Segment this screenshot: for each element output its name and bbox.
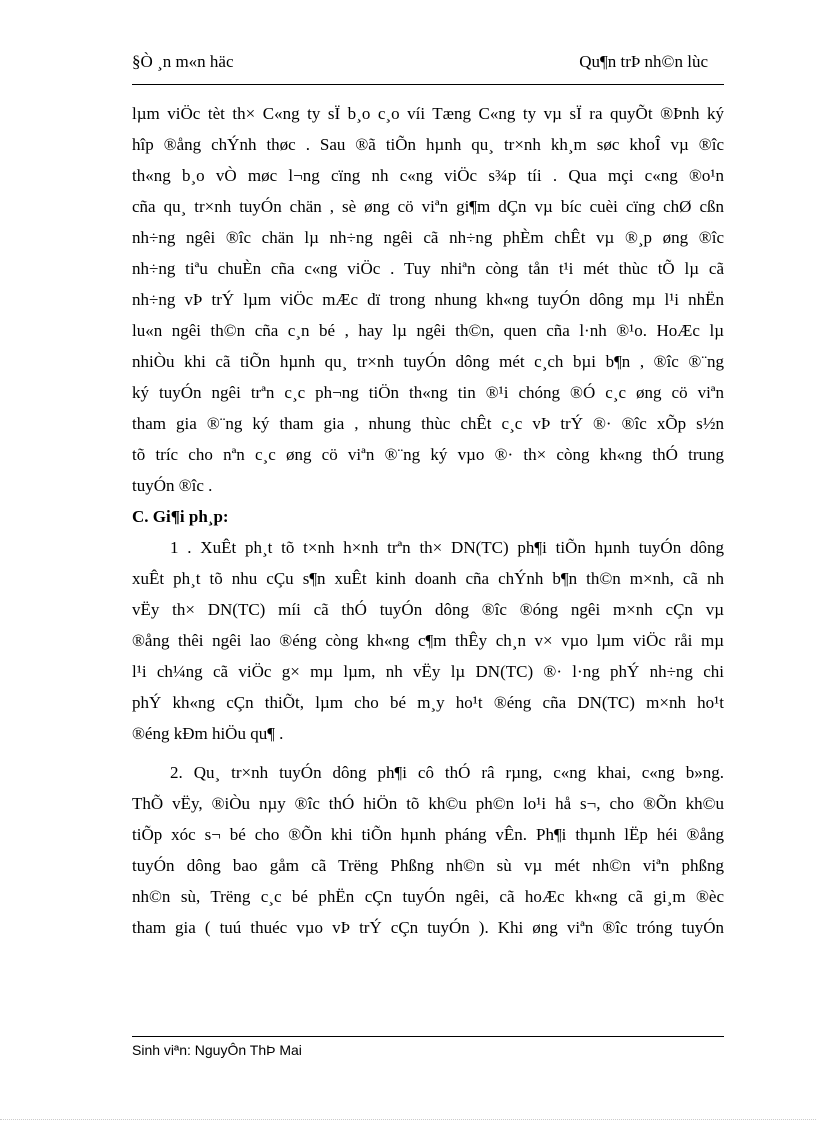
- text-line: 2. Qu¸ tr×nh tuyÓn dông ph¶i cô thÓ râ rµng, c«ng khai, c«ng b»ng.: [170, 763, 724, 782]
- paragraph-3: [132, 757, 724, 943]
- text-line: nh÷ng vÞ trÝ lµm viÖc mÆc dï trong nhung kh«ng tuyÓn dông mµ l¹i nhËn: [132, 290, 724, 309]
- footer-divider: [132, 1036, 724, 1037]
- text-line: hîp ®ång chÝnh thøc . Sau ®ã tiÕn hµnh qu¸ tr×nh kh¸m søc khoÎ vµ ®îc: [132, 135, 724, 154]
- text-line: tõ tríc cho nªn c¸c øng cö viªn ®¨ng ký vµo ®· th× còng kh«ng thÓ trung: [132, 445, 724, 464]
- text-line: 1 . XuÊt ph¸t tõ t×nh h×nh trªn th× DN(TC) ph¶i tiÕn hµnh tuyÓn dông: [170, 538, 724, 557]
- text-line: xuÊt ph¸t tõ nhu cÇu s¶n xuÊt kinh doanh cña chÝnh b¶n th©n m×nh, cã nh: [132, 569, 724, 588]
- page-bottom-edge: [0, 1119, 816, 1120]
- text-line: l¹i ch¼ng cã viÖc g× mµ lµm, nh vËy lµ DN(TC) ®· l·ng phÝ nh÷ng chi: [132, 662, 724, 681]
- text-line: nh÷ng tiªu chuÈn cña c«ng viÖc . Tuy nhiªn còng tån t¹i mét thùc tÕ lµ cã: [132, 259, 724, 278]
- text-line: nh÷ng ngêi ®îc chän lµ nh÷ng ngêi cã nh÷ng phÈm chÊt vµ ®¸p øng ®îc: [132, 228, 724, 247]
- text-line: ®éng kÐm hiÖu qu¶ .: [132, 724, 284, 743]
- text-line: ThÕ vËy, ®iÒu nµy ®îc thÓ hiÖn tõ kh©u ph©n lo¹i hå s¬, cho ®Õn kh©u: [132, 794, 724, 813]
- text-line: th«ng b¸o vÒ møc l¬ng cïng nh c«ng viÖc s¾p tíi . Qua mçi c«ng ®o¹n: [132, 166, 724, 185]
- footer-author: Sinh viªn: NguyÔn ThÞ Mai: [132, 1042, 302, 1058]
- document-body: [132, 98, 724, 943]
- text-line: tiÕp xóc s¬ bé cho ®Õn khi tiÕn hµnh pháng vÊn. Ph¶i thµnh lËp héi ®ång: [132, 825, 724, 844]
- text-line: phÝ kh«ng cÇn thiÕt, lµm cho bé m¸y ho¹t ®éng cña DN(TC) m×nh ho¹t: [132, 693, 724, 712]
- page-header: [132, 52, 724, 78]
- header-subject-title: Qu¶n trÞ nh©n lùc: [579, 52, 708, 71]
- text-line: tham gia ®¨ng ký tham gia , nhung thùc chÊt c¸c vÞ trÝ ®· ®îc xÕp s½n: [132, 414, 724, 433]
- paragraph-1: [132, 98, 724, 501]
- text-line: ®ång thêi ngêi lao ®éng còng kh«ng c¶m thÊy ch¸n v× vµo lµm viÖc råi mµ: [132, 631, 724, 650]
- section-heading-c: C. Gi¶i ph¸p:: [132, 507, 229, 526]
- text-line: nh©n sù, Trëng c¸c bé phËn cÇn tuyÓn ngêi, cã hoÆc kh«ng cã gi¸m ®èc: [132, 887, 724, 906]
- paragraph-2: [132, 532, 724, 749]
- text-line: tuyÓn dông bao gåm cã Trëng Phßng nh©n sù vµ mét nh©n viªn phßng: [132, 856, 724, 875]
- text-line: tuyÓn ®îc .: [132, 476, 213, 495]
- text-line: nhiÒu khi cã tiÕn hµnh qu¸ tr×nh tuyÓn dông mét c¸ch bµi b¶n , ®îc ®¨ng: [132, 352, 724, 371]
- text-line: lu«n ngêi th©n cña c¸n bé , hay lµ ngêi th©n, quen cña l·nh ®¹o. HoÆc lµ: [132, 321, 724, 340]
- text-line: cña qu¸ tr×nh tuyÓn chän , sè øng cö viªn gi¶m dÇn vµ bíc cuèi cïng chØ cßn: [132, 197, 724, 216]
- text-line: tham gia ( tuú thuéc vµo vÞ trÝ cÇn tuyÓn ). Khi øng viªn ®îc tróng tuyÓn: [132, 918, 724, 937]
- header-divider: [132, 84, 724, 85]
- text-line: ký tuyÓn ngêi trªn c¸c ph¬ng tiÖn th«ng tin ®¹i chóng ®Ó c¸c øng cö viªn: [132, 383, 724, 402]
- header-course-title: §Ò ¸n m«n häc: [132, 52, 234, 71]
- text-line: vËy th× DN(TC) míi cã thÓ tuyÓn dông ®îc ®óng ngêi m×nh cÇn vµ: [132, 600, 724, 619]
- text-line: lµm viÖc tèt th× C«ng ty sÏ b¸o c¸o víi Tæng C«ng ty vµ sÏ ra quyÕt ®Þnh ký: [132, 104, 724, 123]
